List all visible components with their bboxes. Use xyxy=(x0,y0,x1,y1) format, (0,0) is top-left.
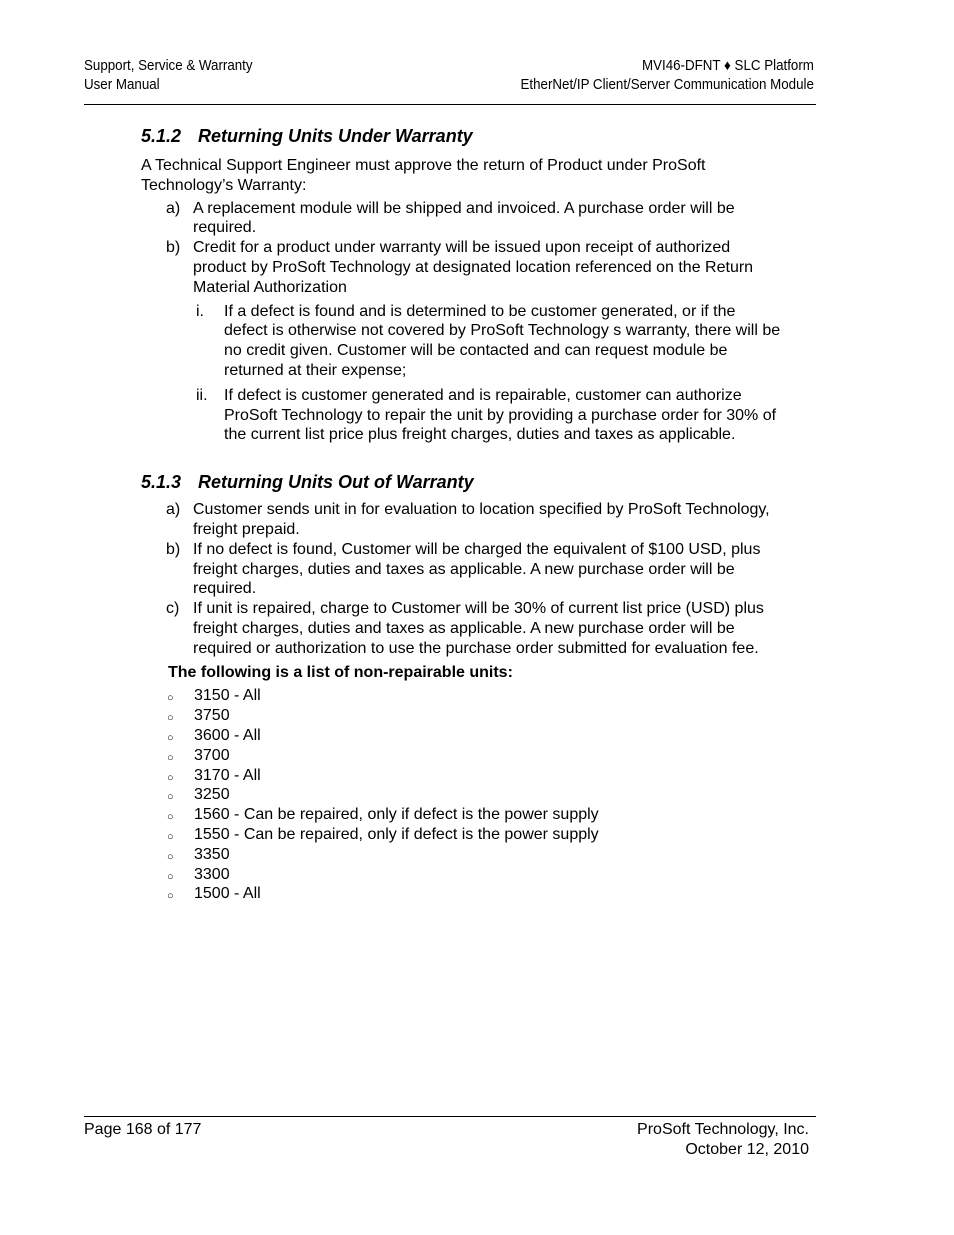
non-repairable-list-title: The following is a list of non-repairable units: xyxy=(168,663,513,681)
list-marker: a) xyxy=(166,199,181,217)
unit-list-item xyxy=(141,706,781,726)
bullet-circle-icon: ○ xyxy=(167,731,174,744)
unit-list-item xyxy=(141,785,781,805)
unit-text: 1500 - All xyxy=(194,885,261,903)
unit-list-item xyxy=(141,845,781,865)
list-item-text: If unit is repaired, charge to Customer will be 30% of current list price (USD) plus freight charges, duties and taxes as applicable. A new purchase order will be required or authorization to use the purchase order submitted for evaluation fee. xyxy=(193,600,764,657)
unit-list-item xyxy=(141,686,781,706)
unit-list-item xyxy=(141,805,781,825)
list-item xyxy=(141,238,781,297)
unit-list-item xyxy=(141,884,781,904)
unit-list-item xyxy=(141,766,781,786)
unit-list-item xyxy=(141,825,781,845)
page-footer-right xyxy=(637,1120,809,1160)
list-item xyxy=(141,500,781,540)
page-number: Page 168 of 177 xyxy=(84,1121,202,1138)
header-doc-type: User Manual xyxy=(84,77,160,93)
header-divider xyxy=(84,104,816,105)
sub-list-marker: ii. xyxy=(196,386,208,404)
bullet-circle-icon: ○ xyxy=(167,811,174,824)
section-512-number: 5.1.2 xyxy=(141,126,182,146)
bullet-circle-icon: ○ xyxy=(167,751,174,764)
list-item xyxy=(141,599,781,658)
section-512-title: Returning Units Under Warranty xyxy=(198,126,473,146)
bullet-circle-icon: ○ xyxy=(167,890,174,903)
header-section-name: Support, Service & Warranty xyxy=(84,58,253,74)
header-module: EtherNet/IP Client/Server Communication Module xyxy=(520,77,814,93)
list-marker: b) xyxy=(166,239,181,257)
section-512-heading xyxy=(141,124,781,148)
sub-list-item xyxy=(141,386,781,445)
section-513-title: Returning Units Out of Warranty xyxy=(198,472,474,493)
sub-list-item xyxy=(141,302,781,381)
unit-text: 3150 - All xyxy=(194,687,261,705)
list-marker: a) xyxy=(166,501,181,519)
list-item-text: Customer sends unit in for evaluation to location specified by ProSoft Technology, freight prepaid. xyxy=(193,501,770,538)
unit-text: 3250 xyxy=(194,786,230,804)
list-item-text: A replacement module will be shipped and invoiced. A purchase order will be required. xyxy=(193,199,735,237)
section-513-heading xyxy=(141,470,781,494)
list-item xyxy=(141,199,781,239)
page-header-right xyxy=(521,57,814,95)
bullet-circle-icon: ○ xyxy=(167,830,174,843)
section-512-intro: A Technical Support Engineer must approve the return of Product under ProSoft Technology’s Warranty: xyxy=(141,157,706,194)
unit-text: 1560 - Can be repaired, only if defect is the power supply xyxy=(194,806,599,824)
list-marker: b) xyxy=(166,540,181,558)
sub-list-item-text: If defect is customer generated and is repairable, customer can authorize ProSoft Technology to repair the unit by providing a purchase order for 30% of the current list price plus freight charges, duties and taxes as applicable. xyxy=(224,386,777,444)
section-513-number: 5.1.3 xyxy=(141,472,182,493)
unit-list-item xyxy=(141,726,781,746)
bullet-circle-icon: ○ xyxy=(167,850,174,863)
list-marker: c) xyxy=(166,600,180,618)
unit-text: 3750 xyxy=(194,707,230,725)
footer-date: October 12, 2010 xyxy=(685,1141,809,1158)
list-item-text: Credit for a product under warranty will be issued upon receipt of authorized product by ProSoft Technology at designated location referenced on the Return Material Authorization xyxy=(193,239,754,296)
header-product: MVI46-DFNT ♦ SLC Platform xyxy=(642,58,814,74)
bullet-circle-icon: ○ xyxy=(167,791,174,804)
unit-text: 3300 xyxy=(194,865,230,883)
bullet-circle-icon: ○ xyxy=(167,712,174,725)
unit-text: 3170 - All xyxy=(194,766,261,784)
sub-list-item-text: If a defect is found and is determined to be customer generated, or if the defect is otherwise not covered by ProSoft Technology s warranty, there will be no credit given. Customer will be contacted and can request module be returned at their expense; xyxy=(224,302,781,379)
footer-divider xyxy=(84,1116,816,1117)
bullet-circle-icon: ○ xyxy=(167,692,174,705)
list-item xyxy=(141,540,781,599)
bullet-circle-icon: ○ xyxy=(167,870,174,883)
unit-list-item xyxy=(141,865,781,885)
list-item-text: If no defect is found, Customer will be charged the equivalent of $100 USD, plus freight charges, duties and taxes as applicable. A new purchase order will be required. xyxy=(193,540,761,598)
bullet-circle-icon: ○ xyxy=(167,771,174,784)
unit-text: 3700 xyxy=(194,746,230,764)
footer-company: ProSoft Technology, Inc. xyxy=(637,1121,809,1138)
unit-text: 3350 xyxy=(194,845,230,863)
unit-text: 3600 - All xyxy=(194,726,261,744)
page-header-left xyxy=(84,57,253,95)
unit-list-item xyxy=(141,746,781,766)
sub-list-marker: i. xyxy=(196,302,204,320)
unit-text: 1550 - Can be repaired, only if defect is the power supply xyxy=(194,825,599,843)
page-content xyxy=(141,124,781,904)
